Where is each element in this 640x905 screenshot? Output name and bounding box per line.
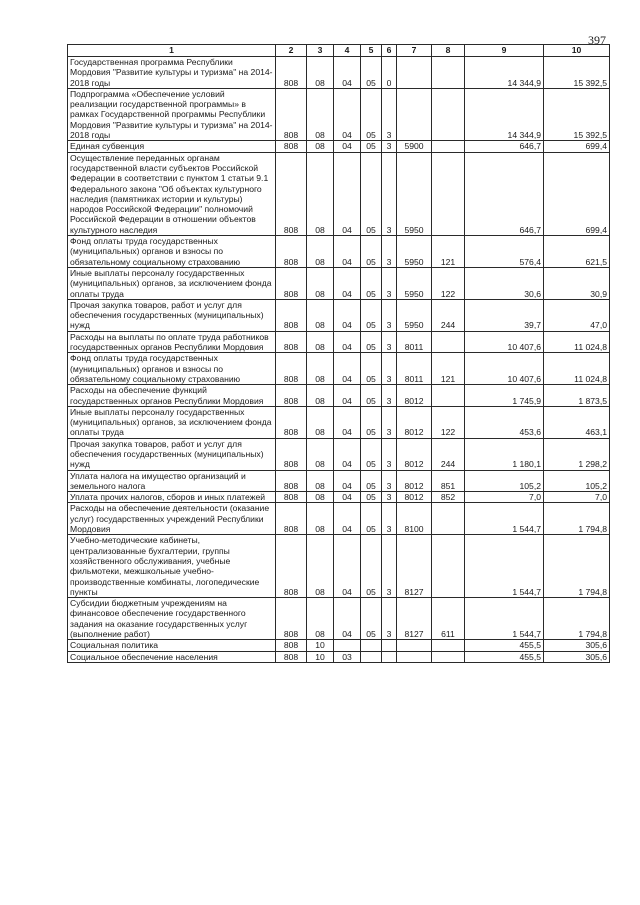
row-name-cell: Расходы на обеспечение деятельности (оказание услуг) государственных учреждений Республики Мордовия: [68, 503, 276, 535]
code-admin-cell: 808: [276, 470, 307, 492]
code-expense-type-cell: [432, 651, 465, 662]
amount-2016-cell: 7,0: [544, 492, 610, 503]
code-admin-cell: 808: [276, 535, 307, 598]
code-program-cell: 05: [361, 353, 382, 385]
code-subprogram-cell: 3: [382, 492, 397, 503]
row-name-cell: Социальная политика: [68, 640, 276, 651]
row-name-cell: Прочая закупка товаров, работ и услуг для обеспечения государственных (муниципальных) нужд: [68, 299, 276, 331]
code-subprogram-cell: [382, 651, 397, 662]
code-subprogram-cell: 3: [382, 152, 397, 235]
code-section-cell: 08: [307, 88, 334, 140]
table-row: [68, 470, 610, 492]
code-target-cell: 5950: [397, 236, 432, 268]
code-section-cell: 08: [307, 331, 334, 353]
amount-2016-cell: 1 794,8: [544, 598, 610, 640]
amount-2015-cell: 7,0: [465, 492, 544, 503]
amount-2015-cell: 39,7: [465, 299, 544, 331]
code-expense-type-cell: [432, 503, 465, 535]
header-cell: 5: [361, 45, 382, 57]
row-name-cell: Иные выплаты персоналу государственных (муниципальных) органов, за исключением фонда оплаты труда: [68, 267, 276, 299]
code-program-cell: [361, 640, 382, 651]
code-subprogram-cell: 3: [382, 503, 397, 535]
amount-2016-cell: 1 873,5: [544, 385, 610, 407]
amount-2015-cell: 1 180,1: [465, 438, 544, 470]
amount-2015-cell: 105,2: [465, 470, 544, 492]
row-name-cell: Осуществление переданных органам государственной власти субъектов Российской Федерации в соответствии с пунктом 1 статьи 9.1 Федерального закона "Об объектах культурного наследия (памятниках истории и культуры) народов Российской Федерации" полномочий Российской Федерации в отношении объектов культурного наследия: [68, 152, 276, 235]
amount-2015-cell: 1 544,7: [465, 503, 544, 535]
row-name-cell: Единая субвенция: [68, 141, 276, 152]
table-row: [68, 503, 610, 535]
table-row: [68, 152, 610, 235]
amount-2015-cell: 30,6: [465, 267, 544, 299]
row-name-cell: Уплата налога на имущество организаций и земельного налога: [68, 470, 276, 492]
code-subsection-cell: [334, 640, 361, 651]
code-subsection-cell: 04: [334, 406, 361, 438]
code-subprogram-cell: 3: [382, 236, 397, 268]
code-section-cell: 08: [307, 470, 334, 492]
row-name-cell: Иные выплаты персоналу государственных (муниципальных) органов, за исключением фонда оплаты труда: [68, 406, 276, 438]
code-subprogram-cell: 3: [382, 598, 397, 640]
code-expense-type-cell: [432, 88, 465, 140]
code-program-cell: 05: [361, 299, 382, 331]
code-program-cell: 05: [361, 470, 382, 492]
code-subsection-cell: 04: [334, 535, 361, 598]
code-program-cell: 05: [361, 598, 382, 640]
code-target-cell: 8127: [397, 598, 432, 640]
code-expense-type-cell: [432, 535, 465, 598]
code-admin-cell: 808: [276, 152, 307, 235]
code-section-cell: 08: [307, 598, 334, 640]
code-expense-type-cell: [432, 152, 465, 235]
amount-2016-cell: 11 024,8: [544, 353, 610, 385]
table-row: [68, 492, 610, 503]
code-section-cell: 08: [307, 385, 334, 407]
table-row: [68, 236, 610, 268]
code-target-cell: [397, 57, 432, 89]
code-subprogram-cell: 3: [382, 88, 397, 140]
code-subprogram-cell: 3: [382, 353, 397, 385]
code-subsection-cell: 04: [334, 470, 361, 492]
table-row: [68, 88, 610, 140]
amount-2016-cell: 463,1: [544, 406, 610, 438]
code-subsection-cell: 04: [334, 503, 361, 535]
row-name-cell: Расходы на обеспечение функций государственных органов Республики Мордовия: [68, 385, 276, 407]
table-row: [68, 640, 610, 651]
code-program-cell: 05: [361, 438, 382, 470]
table-row: [68, 651, 610, 662]
header-cell: 6: [382, 45, 397, 57]
code-subsection-cell: 04: [334, 141, 361, 152]
code-subprogram-cell: 3: [382, 406, 397, 438]
header-row: [68, 45, 610, 57]
amount-2015-cell: 1 745,9: [465, 385, 544, 407]
code-expense-type-cell: [432, 141, 465, 152]
code-target-cell: 8011: [397, 331, 432, 353]
header-cell: 2: [276, 45, 307, 57]
code-section-cell: 10: [307, 640, 334, 651]
amount-2016-cell: 105,2: [544, 470, 610, 492]
code-expense-type-cell: [432, 331, 465, 353]
amount-2016-cell: 1 298,2: [544, 438, 610, 470]
row-name-cell: Уплата прочих налогов, сборов и иных платежей: [68, 492, 276, 503]
code-target-cell: 5950: [397, 267, 432, 299]
table-row: [68, 141, 610, 152]
code-target-cell: 8012: [397, 385, 432, 407]
code-program-cell: 05: [361, 503, 382, 535]
code-expense-type-cell: [432, 385, 465, 407]
code-admin-cell: 808: [276, 141, 307, 152]
amount-2015-cell: 453,6: [465, 406, 544, 438]
amount-2016-cell: 1 794,8: [544, 535, 610, 598]
amount-2015-cell: 576,4: [465, 236, 544, 268]
row-name-cell: Субсидии бюджетным учреждениям на финансовое обеспечение государственного задания на оказание государственных услуг (выполнение работ): [68, 598, 276, 640]
code-subprogram-cell: 3: [382, 331, 397, 353]
row-name-cell: Прочая закупка товаров, работ и услуг для обеспечения государственных (муниципальных) нужд: [68, 438, 276, 470]
code-section-cell: 10: [307, 651, 334, 662]
code-subsection-cell: 04: [334, 598, 361, 640]
code-admin-cell: 808: [276, 299, 307, 331]
code-subprogram-cell: [382, 640, 397, 651]
code-expense-type-cell: 122: [432, 267, 465, 299]
row-name-cell: Социальное обеспечение населения: [68, 651, 276, 662]
code-section-cell: 08: [307, 535, 334, 598]
code-subsection-cell: 04: [334, 492, 361, 503]
code-section-cell: 08: [307, 353, 334, 385]
budget-table: [67, 44, 610, 663]
amount-2015-cell: 1 544,7: [465, 598, 544, 640]
code-section-cell: 08: [307, 57, 334, 89]
code-program-cell: 05: [361, 236, 382, 268]
code-section-cell: 08: [307, 141, 334, 152]
header-cell: 4: [334, 45, 361, 57]
table-row: [68, 57, 610, 89]
code-target-cell: [397, 651, 432, 662]
header-cell: 8: [432, 45, 465, 57]
amount-2015-cell: 14 344,9: [465, 57, 544, 89]
code-subprogram-cell: 3: [382, 299, 397, 331]
code-target-cell: 8100: [397, 503, 432, 535]
code-subprogram-cell: 0: [382, 57, 397, 89]
code-section-cell: 08: [307, 492, 334, 503]
amount-2015-cell: 646,7: [465, 141, 544, 152]
code-subprogram-cell: 3: [382, 385, 397, 407]
code-expense-type-cell: 244: [432, 438, 465, 470]
code-program-cell: 05: [361, 141, 382, 152]
code-subsection-cell: 04: [334, 353, 361, 385]
code-target-cell: 8012: [397, 406, 432, 438]
code-admin-cell: 808: [276, 331, 307, 353]
amount-2015-cell: 646,7: [465, 152, 544, 235]
code-admin-cell: 808: [276, 406, 307, 438]
code-program-cell: 05: [361, 267, 382, 299]
code-program-cell: 05: [361, 406, 382, 438]
code-target-cell: 8011: [397, 353, 432, 385]
code-expense-type-cell: 121: [432, 353, 465, 385]
code-program-cell: 05: [361, 385, 382, 407]
code-section-cell: 08: [307, 438, 334, 470]
code-section-cell: 08: [307, 152, 334, 235]
table-row: [68, 406, 610, 438]
code-subsection-cell: 04: [334, 152, 361, 235]
amount-2016-cell: 15 392,5: [544, 57, 610, 89]
amount-2016-cell: 621,5: [544, 236, 610, 268]
code-target-cell: 8127: [397, 535, 432, 598]
amount-2015-cell: 455,5: [465, 640, 544, 651]
code-target-cell: 5950: [397, 152, 432, 235]
amount-2016-cell: 305,6: [544, 651, 610, 662]
row-name-cell: Фонд оплаты труда государственных (муниципальных) органов и взносы по обязательному социальному страхованию: [68, 236, 276, 268]
code-program-cell: 05: [361, 88, 382, 140]
row-name-cell: Фонд оплаты труда государственных (муниципальных) органов и взносы по обязательному социальному страхованию: [68, 353, 276, 385]
code-admin-cell: 808: [276, 503, 307, 535]
code-program-cell: 05: [361, 492, 382, 503]
code-expense-type-cell: 244: [432, 299, 465, 331]
code-subsection-cell: 04: [334, 438, 361, 470]
code-admin-cell: 808: [276, 438, 307, 470]
code-program-cell: [361, 651, 382, 662]
code-program-cell: 05: [361, 152, 382, 235]
code-target-cell: 8012: [397, 470, 432, 492]
header-cell: 3: [307, 45, 334, 57]
code-subsection-cell: 04: [334, 299, 361, 331]
amount-2016-cell: 11 024,8: [544, 331, 610, 353]
code-program-cell: 05: [361, 57, 382, 89]
header-cell: 9: [465, 45, 544, 57]
amount-2015-cell: 455,5: [465, 651, 544, 662]
code-admin-cell: 808: [276, 640, 307, 651]
code-subsection-cell: 04: [334, 267, 361, 299]
table-row: [68, 299, 610, 331]
code-section-cell: 08: [307, 267, 334, 299]
code-expense-type-cell: 852: [432, 492, 465, 503]
table-row: [68, 535, 610, 598]
code-subsection-cell: 03: [334, 651, 361, 662]
code-subsection-cell: 04: [334, 385, 361, 407]
table-row: [68, 267, 610, 299]
code-subsection-cell: 04: [334, 236, 361, 268]
code-admin-cell: 808: [276, 236, 307, 268]
code-expense-type-cell: 851: [432, 470, 465, 492]
header-cell: 7: [397, 45, 432, 57]
table-row: [68, 598, 610, 640]
code-target-cell: 8012: [397, 438, 432, 470]
code-expense-type-cell: 121: [432, 236, 465, 268]
amount-2016-cell: 699,4: [544, 141, 610, 152]
table-row: [68, 385, 610, 407]
code-target-cell: [397, 88, 432, 140]
page-number: 397: [588, 33, 606, 47]
amount-2015-cell: 10 407,6: [465, 353, 544, 385]
code-subprogram-cell: 3: [382, 470, 397, 492]
code-target-cell: 8012: [397, 492, 432, 503]
amount-2016-cell: 47,0: [544, 299, 610, 331]
code-subprogram-cell: 3: [382, 438, 397, 470]
code-admin-cell: 808: [276, 651, 307, 662]
amount-2015-cell: 10 407,6: [465, 331, 544, 353]
code-subprogram-cell: 3: [382, 267, 397, 299]
amount-2015-cell: 1 544,7: [465, 535, 544, 598]
amount-2016-cell: 305,6: [544, 640, 610, 651]
row-name-cell: Расходы на выплаты по оплате труда работников государственных органов Республики Мордовия: [68, 331, 276, 353]
amount-2016-cell: 699,4: [544, 152, 610, 235]
code-expense-type-cell: 122: [432, 406, 465, 438]
code-section-cell: 08: [307, 236, 334, 268]
code-section-cell: 08: [307, 503, 334, 535]
code-program-cell: 05: [361, 331, 382, 353]
row-name-cell: Учебно-методические кабинеты, централизованные бухгалтерии, группы хозяйственного обслуживания, учебные фильмотеки, межшкольные учебно-производственные комбинаты, логопедические пункты: [68, 535, 276, 598]
header-cell: 1: [68, 45, 276, 57]
code-admin-cell: 808: [276, 492, 307, 503]
code-expense-type-cell: [432, 640, 465, 651]
code-subsection-cell: 04: [334, 57, 361, 89]
code-admin-cell: 808: [276, 57, 307, 89]
code-expense-type-cell: 611: [432, 598, 465, 640]
code-admin-cell: 808: [276, 267, 307, 299]
amount-2016-cell: 1 794,8: [544, 503, 610, 535]
code-subprogram-cell: 3: [382, 141, 397, 152]
amount-2016-cell: 15 392,5: [544, 88, 610, 140]
row-name-cell: Государственная программа Республики Мордовия "Развитие культуры и туризма" на 2014-2018 годы: [68, 57, 276, 89]
code-admin-cell: 808: [276, 88, 307, 140]
table-row: [68, 438, 610, 470]
code-subprogram-cell: 3: [382, 535, 397, 598]
amount-2015-cell: 14 344,9: [465, 88, 544, 140]
code-admin-cell: 808: [276, 598, 307, 640]
code-section-cell: 08: [307, 406, 334, 438]
row-name-cell: Подпрограмма «Обеспечение условий реализации государственной программы» в рамках Государственной программы Республики Мордовия "Развитие культуры и туризма" на 2014-2018 годы: [68, 88, 276, 140]
code-admin-cell: 808: [276, 385, 307, 407]
code-target-cell: 5950: [397, 299, 432, 331]
table-row: [68, 331, 610, 353]
code-expense-type-cell: [432, 57, 465, 89]
header-cell: 10: [544, 45, 610, 57]
amount-2016-cell: 30,9: [544, 267, 610, 299]
code-section-cell: 08: [307, 299, 334, 331]
code-program-cell: 05: [361, 535, 382, 598]
code-target-cell: 5900: [397, 141, 432, 152]
code-subsection-cell: 04: [334, 88, 361, 140]
code-target-cell: [397, 640, 432, 651]
code-subsection-cell: 04: [334, 331, 361, 353]
code-admin-cell: 808: [276, 353, 307, 385]
table-row: [68, 353, 610, 385]
